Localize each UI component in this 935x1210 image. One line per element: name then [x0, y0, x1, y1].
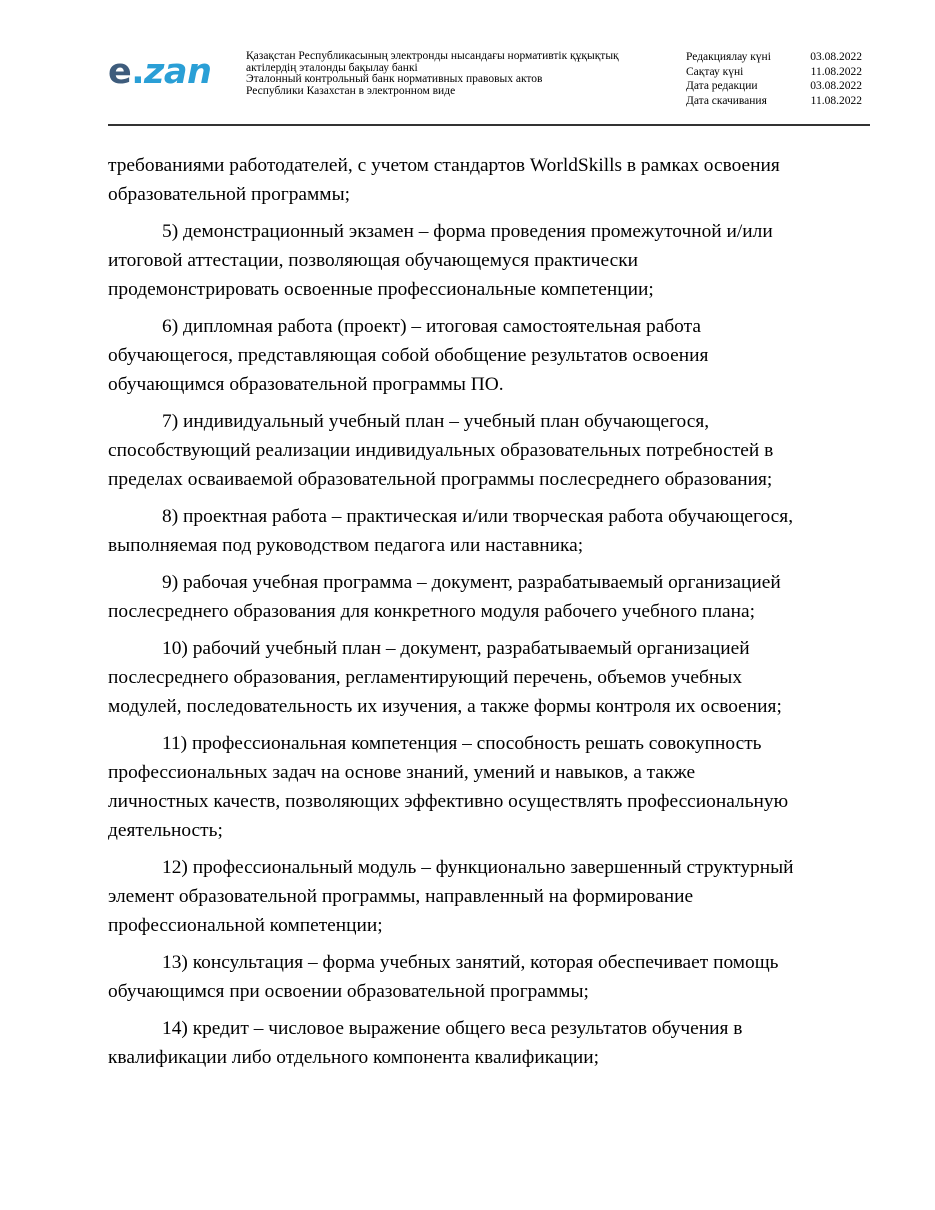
header-description-line: актілердің эталонды бақылау банкі [246, 61, 418, 74]
paragraph-line: обучающегося, представляющая собой обобщение результатов освоения [108, 345, 709, 366]
date-label: Сақтау күні [686, 65, 744, 78]
logo-e: e [108, 52, 132, 92]
paragraph-line: 12) профессиональный модуль – функционально завершенный структурный [162, 857, 794, 878]
document-paragraph [108, 407, 868, 494]
date-row-edition-ru [686, 79, 862, 94]
date-label: Дата скачивания [686, 94, 767, 107]
paragraph-line: квалификации либо отдельного компонента квалификации; [108, 1047, 599, 1068]
header-description-line: Республики Казахстан в электронном виде [246, 84, 456, 97]
paragraph-line: обучающимся образовательной программы ПО. [108, 374, 504, 395]
document-paragraph [108, 312, 868, 399]
document-paragraph [108, 502, 868, 560]
date-value: 11.08.2022 [810, 94, 862, 107]
paragraph-line: требованиями работодателей, с учетом стандартов WorldSkills в рамках освоения [108, 155, 780, 176]
header-divider [108, 124, 870, 126]
paragraph-line: элемент образовательной программы, направленный на формирование [108, 886, 694, 907]
paragraph-line: модулей, последовательность их изучения, а также формы контроля их освоения; [108, 696, 782, 717]
date-row-editing-kz [686, 50, 862, 65]
paragraph-line: выполняемая под руководством педагога или наставника; [108, 535, 584, 556]
paragraph-line: 5) демонстрационный экзамен – форма проведения промежуточной и/или [162, 221, 773, 242]
document-paragraph [108, 634, 868, 721]
paragraph-line: способствующий реализации индивидуальных образовательных потребностей в [108, 440, 774, 461]
date-row-download-ru [686, 94, 862, 109]
date-row-saving-kz [686, 65, 862, 80]
page-header [108, 44, 870, 124]
paragraph-line: 9) рабочая учебная программа – документ, разрабатываемый организацией [162, 572, 781, 593]
paragraph-line: итоговой аттестации, позволяющая обучающемуся практически [108, 250, 639, 271]
date-value: 11.08.2022 [810, 65, 862, 78]
paragraph-line: пределах осваиваемой образовательной программы послесреднего образования; [108, 469, 773, 490]
document-paragraph [108, 853, 868, 940]
date-label: Дата редакции [686, 80, 758, 92]
paragraph-line: личностных качеств, позволяющих эффективно осуществлять профессиональную [108, 791, 789, 812]
paragraph-line: 10) рабочий учебный план – документ, разрабатываемый организацией [162, 638, 750, 659]
paragraph-line: 7) индивидуальный учебный план – учебный план обучающегося, [162, 411, 710, 432]
paragraph-line: послесреднего образования для конкретного модуля рабочего учебного плана; [108, 601, 755, 622]
header-dates [686, 50, 862, 108]
paragraph-line: продемонстрировать освоенные профессиональные компетенции; [108, 279, 654, 300]
document-body [108, 151, 868, 1080]
document-paragraph [108, 151, 868, 209]
paragraph-line: 8) проектная работа – практическая и/или творческая работа обучающегося, [162, 506, 794, 527]
paragraph-line: 14) кредит – числовое выражение общего веса результатов обучения в [162, 1018, 743, 1039]
document-paragraph [108, 948, 868, 1006]
paragraph-line: 11) профессиональная компетенция – способность решать совокупность [162, 733, 762, 754]
header-description-line: Эталонный контрольный банк нормативных правовых актов [246, 73, 543, 86]
date-label: Редакциялау күні [686, 51, 771, 63]
paragraph-line: профессиональных задач на основе знаний, умений и навыков, а также [108, 762, 696, 783]
paragraph-line: послесреднего образования, регламентирующий перечень, объемов учебных [108, 667, 743, 688]
header-description [246, 51, 656, 97]
paragraph-line: 13) консультация – форма учебных занятий, которая обеспечивает помощь [162, 952, 779, 973]
date-value: 03.08.2022 [810, 51, 862, 63]
document-paragraph [108, 568, 868, 626]
ezan-logo [108, 52, 211, 92]
header-description-line: Қазақстан Республикасының электронды нысандағы нормативтік құқықтық [246, 50, 619, 62]
document-paragraph [108, 217, 868, 304]
paragraph-line: деятельность; [108, 820, 223, 841]
document-paragraph [108, 1014, 868, 1072]
document-paragraph [108, 729, 868, 845]
paragraph-line: 6) дипломная работа (проект) – итоговая самостоятельная работа [162, 316, 701, 337]
paragraph-line: образовательной программы; [108, 184, 350, 205]
paragraph-line: профессиональной компетенции; [108, 915, 383, 936]
logo-dot: . [131, 52, 145, 92]
logo-zan: zan [144, 52, 212, 92]
date-value: 03.08.2022 [810, 80, 862, 92]
paragraph-line: обучающимся при освоении образовательной программы; [108, 981, 589, 1002]
